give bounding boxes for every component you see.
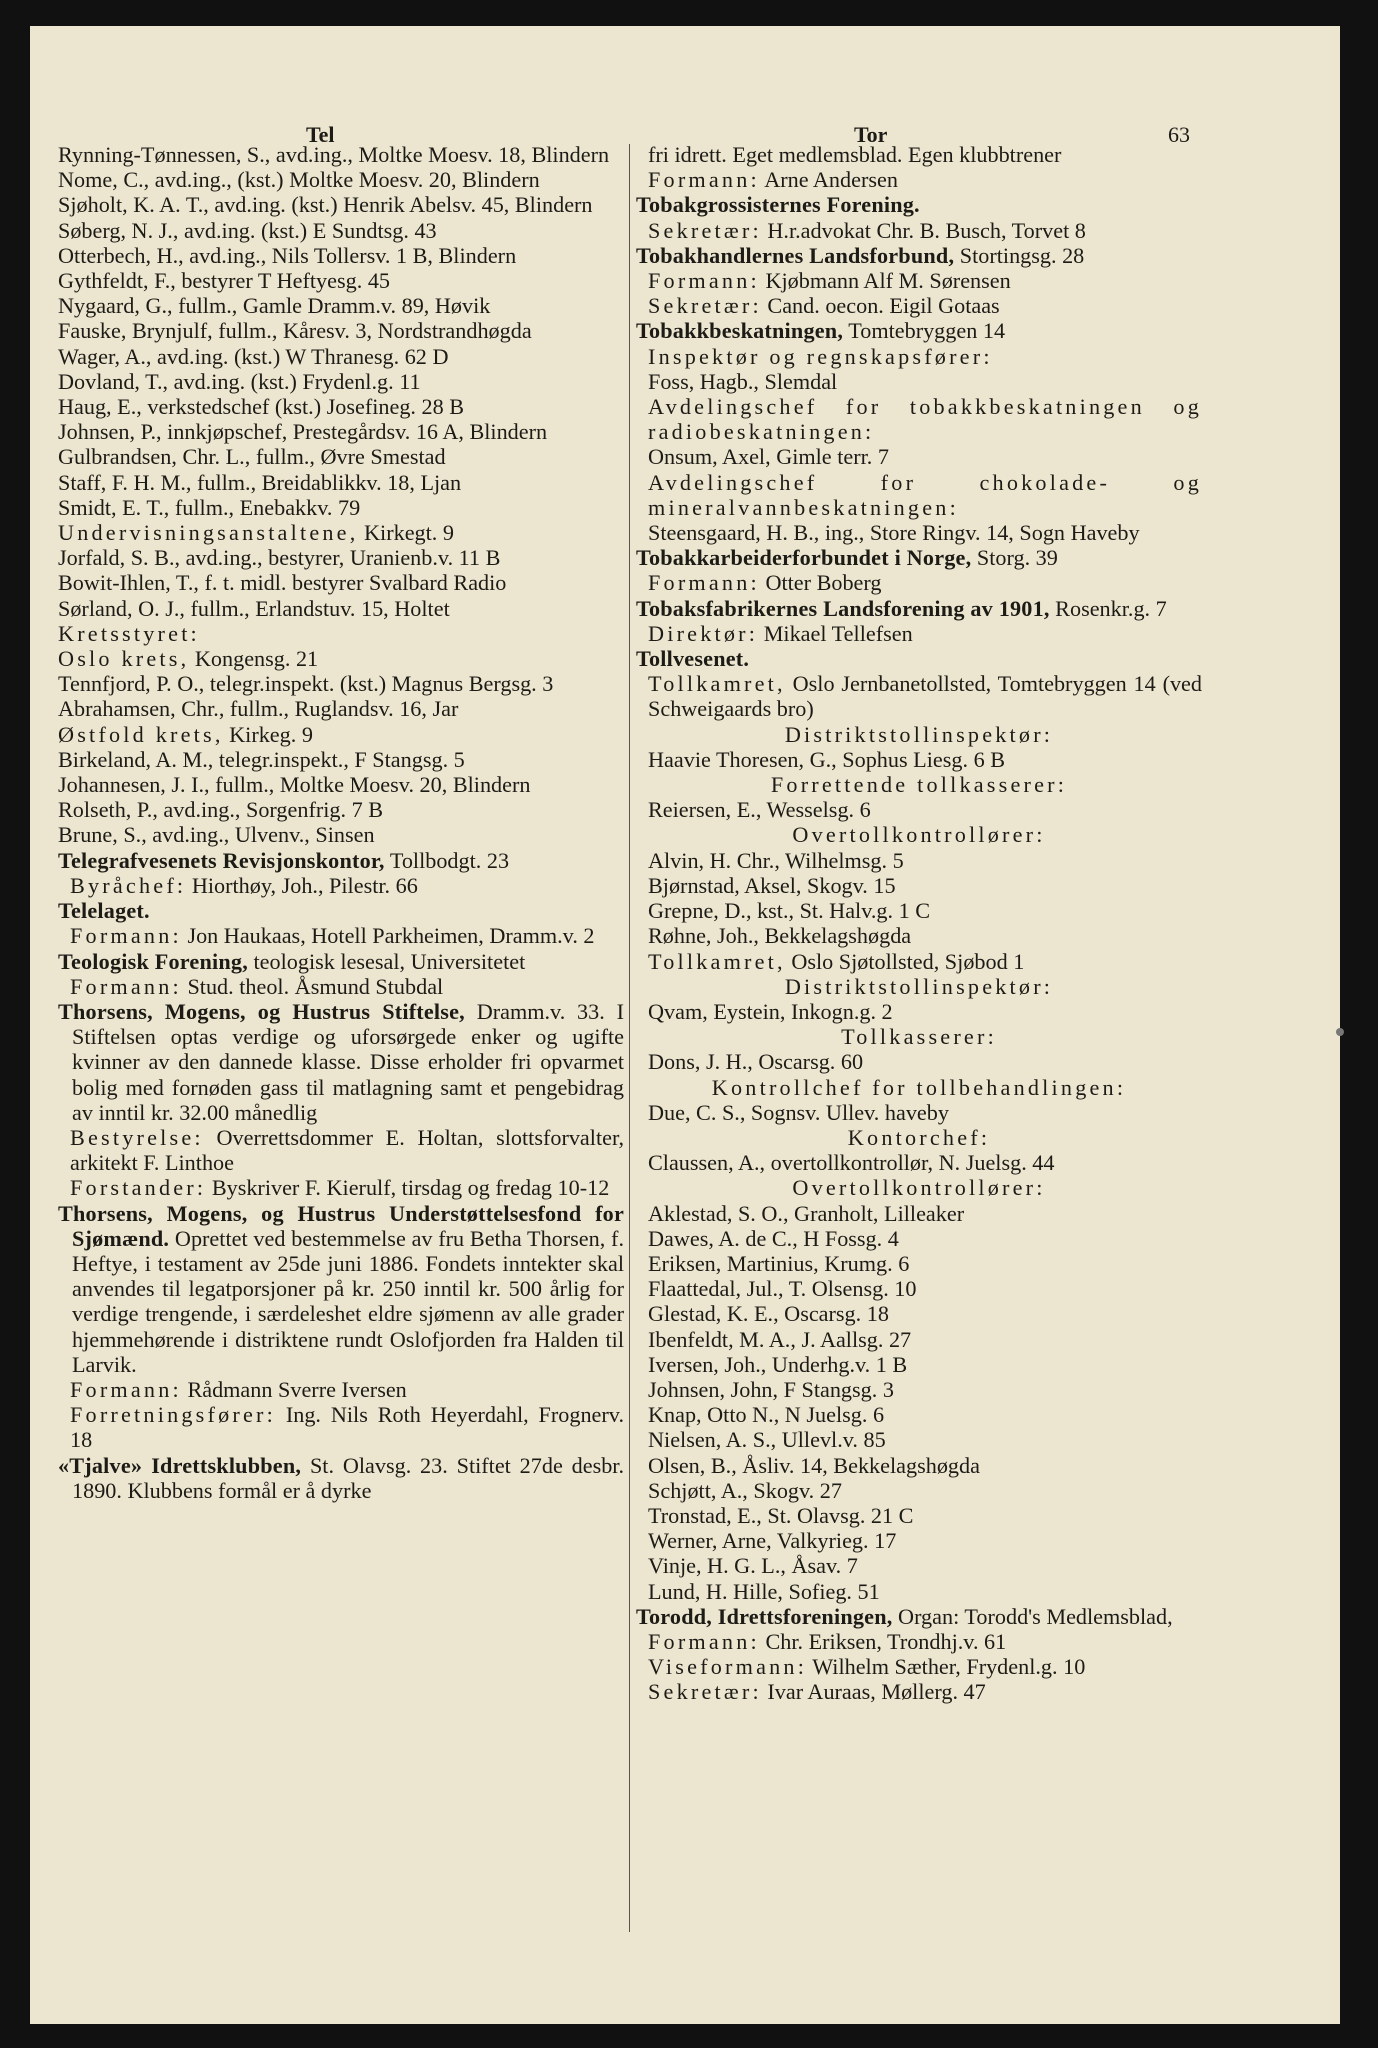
organization-entry — [58, 898, 624, 923]
entry-text: Reiersen, E., Wesselsg. 6 — [648, 797, 871, 823]
role-label: Formann: — [70, 973, 182, 999]
page-header — [30, 94, 1340, 147]
entry-text: Overrettsdommer E. Holtan, slottsforvalter, arkitekt F. Linthoe — [70, 1124, 624, 1176]
entry-text: H.r.advokat Chr. B. Busch, Torvet 8 — [761, 217, 1086, 243]
role-label: Formann: — [648, 268, 760, 294]
role-label: Avdelingschef for tobakkbeskatningen og radiobeskatningen: — [648, 394, 1202, 445]
entry-text: fri idrett. Eget medlemsblad. Egen klubbtrener — [648, 142, 1062, 167]
sub-entry — [58, 1125, 624, 1175]
organization-name: Tobakhandlernes Landsforbund, — [636, 242, 955, 268]
entry-text: Glestad, K. E., Oscarsg. 18 — [648, 1301, 889, 1327]
entry-text: Bjørnstad, Aksel, Skogv. 15 — [648, 872, 896, 898]
entry-text: Rynning-Tønnessen, S., avd.ing., Moltke Moesv. 18, Blindern — [58, 142, 610, 167]
entry-text: Flaattedal, Jul., T. Olsensg. 10 — [648, 1276, 917, 1302]
entry-text: Chr. Eriksen, Trondhj.v. 61 — [759, 1628, 1007, 1654]
entry-text: Jon Haukaas, Hotell Parkheimen, Dramm.v. 2 — [181, 923, 595, 949]
sub-entry — [636, 898, 1202, 923]
organization-entry — [58, 1201, 624, 1377]
entry-text: Werner, Arne, Valkyrieg. 17 — [648, 1528, 897, 1554]
entry-text: Kongensg. 21 — [189, 646, 319, 672]
sub-entry — [636, 293, 1202, 318]
entry-text: Dawes, A. de C., H Fossg. 4 — [648, 1225, 899, 1251]
directory-entry — [58, 621, 624, 646]
sub-entry — [58, 1175, 624, 1200]
directory-entry — [58, 822, 624, 847]
role-label: Forretningsfører: — [70, 1402, 276, 1428]
role-heading — [636, 1024, 1202, 1049]
entry-text: Iversen, Joh., Underhg.v. 1 B — [648, 1351, 908, 1377]
directory-entry — [58, 344, 624, 369]
sub-entry — [636, 1453, 1202, 1478]
sub-entry — [636, 1352, 1202, 1377]
entry-text: Tronstad, E., St. Olavsg. 21 C — [648, 1502, 914, 1528]
entry-text: Sørland, O. J., fullm., Erlandstuv. 15, Holtet — [58, 595, 450, 621]
directory-entry — [58, 470, 624, 495]
entry-text: Haug, E., verkstedschef (kst.) Josefineg. 28 B — [58, 394, 465, 420]
running-head-left: Tel — [306, 122, 335, 147]
role-label: Kretsstyret: — [58, 620, 200, 646]
directory-entry — [58, 394, 624, 419]
entry-text: Stortingsg. 28 — [954, 242, 1085, 268]
entry-text: Kjøbmann Alf M. Sørensen — [759, 268, 1011, 294]
entry-text: Abrahamsen, Chr., fullm., Ruglandsv. 16, Jar — [58, 696, 459, 722]
role-label: Formann: — [648, 570, 760, 596]
role-label: Formann: — [648, 167, 760, 193]
entry-text: Onsum, Axel, Gimle terr. 7 — [648, 444, 889, 470]
role-label: Tollkamret, — [648, 948, 786, 974]
role-label: Tollkasserer: — [841, 1024, 997, 1050]
sub-entry — [636, 1377, 1202, 1402]
entry-text: Eriksen, Martinius, Krumg. 6 — [648, 1250, 910, 1276]
entry-text: Johannesen, J. I., fullm., Moltke Moesv. 20, Blindern — [58, 772, 531, 798]
entry-text: teologisk lesesal, Universitetet — [247, 948, 526, 974]
entry-text: St. Olavsg. 23. Stiftet 27de desbr. 1890. Klubbens formål er å dyrke — [72, 1452, 625, 1503]
sub-entry — [636, 1427, 1202, 1452]
organization-entry — [636, 596, 1202, 621]
entry-text: Schjøtt, A., Skogv. 27 — [648, 1477, 842, 1503]
entry-text: Lund, H. Hille, Sofieg. 51 — [648, 1578, 880, 1604]
sub-entry — [636, 1327, 1202, 1352]
entry-text: Wager, A., avd.ing. (kst.) W Thranesg. 62 D — [58, 343, 449, 369]
role-label: Sekretær: — [648, 217, 762, 243]
role-heading — [636, 772, 1202, 797]
entry-text: Tollbodgt. 23 — [384, 847, 510, 873]
entry-text: Claussen, A., overtollkontrollør, N. Juelsg. 44 — [648, 1150, 1055, 1176]
entry-text: Wilhelm Sæther, Frydenl.g. 10 — [807, 1654, 1086, 1680]
role-label: Forstander: — [70, 1175, 207, 1201]
directory-entry — [58, 570, 624, 595]
role-label: Sekretær: — [648, 1679, 762, 1705]
entry-text: Dons, J. H., Oscarsg. 60 — [648, 1049, 864, 1075]
role-label: Viseformann: — [648, 1654, 808, 1680]
entry-text: Aklestad, S. O., Granholt, Lilleaker — [648, 1200, 965, 1226]
directory-entry — [58, 419, 624, 444]
sub-entry — [636, 797, 1202, 822]
entry-text: Brune, S., avd.ing., Ulvenv., Sinsen — [58, 822, 375, 848]
sub-entry — [636, 1402, 1202, 1427]
organization-name: Telegrafvesenets Revisjonskontor, — [58, 847, 385, 873]
role-label: Oslo krets, — [58, 646, 190, 672]
entry-text: Nielsen, A. S., Ullevl.v. 85 — [648, 1427, 886, 1453]
directory-entry — [58, 797, 624, 822]
sub-entry — [636, 167, 1202, 192]
directory-entry — [58, 444, 624, 469]
entry-text: Ing. Nils Roth Heyerdahl, Frognerv. 18 — [70, 1402, 624, 1453]
directory-entry — [58, 747, 624, 772]
running-head-right: Tor — [854, 122, 888, 147]
organization-entry — [636, 318, 1202, 343]
organization-name: Tobakkarbeiderforbundet i Norge, — [636, 545, 972, 571]
entry-text: Due, C. S., Sognsv. Ullev. haveby — [648, 1099, 949, 1125]
sub-entry — [636, 671, 1202, 721]
organization-name: Telelaget. — [58, 898, 150, 924]
sub-entry — [636, 1049, 1202, 1074]
sub-entry — [636, 570, 1202, 595]
organization-entry — [58, 848, 624, 873]
entry-text: Sjøholt, K. A. T., avd.ing. (kst.) Henrik Abelsv. 45, Blindern — [58, 192, 593, 218]
role-label: Bestyrelse: — [70, 1124, 204, 1150]
organization-name: Tobaksfabrikernes Landsforening av 1901, — [636, 595, 1050, 621]
directory-entry — [58, 545, 624, 570]
sub-entry — [636, 394, 1202, 444]
sub-entry — [636, 1629, 1202, 1654]
entry-text: Knap, Otto N., N Juelsg. 6 — [648, 1402, 885, 1428]
entry-text: Oslo Sjøtollsted, Sjøbod 1 — [785, 948, 1025, 974]
entry-text: Qvam, Eystein, Inkogn.g. 2 — [648, 998, 893, 1024]
entry-text: Smidt, E. T., fullm., Enebakkv. 79 — [58, 494, 361, 520]
entry-text: Dovland, T., avd.ing. (kst.) Frydenl.g. 11 — [58, 368, 421, 394]
entry-text: Rosenkr.g. 7 — [1049, 595, 1167, 621]
role-label: Undervisningsanstaltene, — [58, 520, 359, 546]
sub-entry — [636, 621, 1202, 646]
entry-text: Byskriver F. Kierulf, tirsdag og fredag 10-12 — [206, 1175, 610, 1201]
sub-entry — [636, 873, 1202, 898]
entry-text: Tennfjord, P. O., telegr.inspekt. (kst.) Magnus Bergsg. 3 — [58, 671, 554, 697]
role-label: Kontrollchef for tollbehandlingen: — [711, 1074, 1127, 1100]
role-label: Byråchef: — [70, 872, 187, 898]
entry-text: Olsen, B., Åsliv. 14, Bekkelagshøgda — [648, 1452, 980, 1478]
entry-text: Birkeland, A. M., telegr.inspekt., F Stangsg. 5 — [58, 746, 465, 772]
directory-entry — [58, 142, 624, 167]
sub-entry — [636, 848, 1202, 873]
entry-text: Rolseth, P., avd.ing., Sorgenfrig. 7 B — [58, 797, 384, 823]
sub-entry — [636, 218, 1202, 243]
role-label: Direktør: — [648, 620, 759, 646]
directory-entry — [58, 167, 624, 192]
entry-text: Organ: Torodd's Medlemsblad, — [892, 1603, 1173, 1629]
sub-entry — [636, 470, 1202, 520]
entry-text: Tomtebryggen 14 — [843, 318, 1006, 344]
sub-entry — [636, 1679, 1202, 1704]
column-divider — [629, 144, 630, 1932]
role-heading — [636, 822, 1202, 847]
directory-entry — [58, 268, 624, 293]
organization-entry — [636, 545, 1202, 570]
role-heading — [636, 1075, 1202, 1100]
organization-entry — [636, 192, 1202, 217]
organization-entry — [58, 999, 624, 1125]
sub-entry — [636, 1276, 1202, 1301]
entry-text: Røhne, Joh., Bekkelagshøgda — [648, 923, 912, 949]
entry-text: Foss, Hagb., Slemdal — [648, 368, 838, 394]
role-label: Tollkamret, — [648, 671, 786, 697]
directory-entry — [58, 520, 624, 545]
organization-entry — [636, 1604, 1202, 1629]
entry-text: Staff, F. H. M., fullm., Breidablikkv. 18, Ljan — [58, 469, 462, 495]
sub-entry — [636, 999, 1202, 1024]
sub-entry — [636, 344, 1202, 369]
entry-text: Storg. 39 — [971, 545, 1058, 571]
organization-name: Torodd, Idrettsforeningen, — [636, 1603, 893, 1629]
directory-entry — [58, 495, 624, 520]
organization-name: Tollvesenet. — [636, 646, 750, 672]
role-label: Overtollkontrollører: — [792, 1175, 1046, 1201]
directory-entry — [58, 671, 624, 696]
entry-text: Ibenfeldt, M. A., J. Aallsg. 27 — [648, 1326, 912, 1352]
entry-text: Johnsen, P., innkjøpschef, Prestegårdsv. 16 A, Blindern — [58, 419, 548, 445]
entry-text: Vinje, H. G. L., Åsav. 7 — [648, 1553, 858, 1579]
entry-text: Oprettet ved bestemmelse av fru Betha Thorsen, f. Heftye, i testament av 25de juni 1886. Fondets inntekter skal anvendes til legatporsjoner på kr. 250 inntil kr. 500 årlig for verdige trengende, i særdeleshet eldre sjømenn av alle grader hjemmehørende i distriktene rundt Oslofjorden fra Halden til Larvik. — [72, 1225, 624, 1377]
entry-text: Hiorthøy, Joh., Pilestr. 66 — [186, 872, 418, 898]
role-heading — [636, 722, 1202, 747]
directory-entry — [58, 293, 624, 318]
sub-entry — [636, 268, 1202, 293]
directory-page — [30, 26, 1340, 2024]
organization-name: Tobakkbeskatningen, — [636, 318, 844, 344]
left-column — [58, 142, 624, 1503]
sub-entry — [636, 1579, 1202, 1604]
role-label: Østfold krets, — [58, 721, 224, 747]
role-label: Formann: — [70, 1376, 182, 1402]
directory-entry — [58, 192, 624, 217]
role-heading — [636, 1175, 1202, 1200]
role-label: Formann: — [70, 923, 182, 949]
organization-name: Tobakgrossisternes Forening. — [636, 192, 920, 218]
directory-entry — [58, 696, 624, 721]
entry-text: Stud. theol. Åsmund Stubdal — [181, 973, 444, 999]
scan-speck — [1336, 1028, 1344, 1036]
role-label: Forrettende tollkasserer: — [770, 772, 1068, 798]
role-label: Avdelingschef for chokolade- og mineralvannbeskatningen: — [648, 469, 1202, 520]
directory-entry — [58, 369, 624, 394]
sub-entry — [636, 142, 1202, 167]
directory-entry — [58, 646, 624, 671]
role-label: Inspektør og regnskapsfører: — [648, 343, 993, 369]
sub-entry — [636, 1478, 1202, 1503]
sub-entry — [58, 873, 624, 898]
entry-text: Nygaard, G., fullm., Gamle Dramm.v. 89, Høvik — [58, 293, 491, 319]
entry-text: Bowit-Ihlen, T., f. t. midl. bestyrer Svalbard Radio — [58, 570, 507, 596]
directory-entry — [58, 243, 624, 268]
sub-entry — [58, 923, 624, 948]
role-label: Distriktstollinspektør: — [784, 973, 1054, 999]
entry-text: Gulbrandsen, Chr. L., fullm., Øvre Smestad — [58, 444, 446, 470]
organization-entry — [636, 646, 1202, 671]
entry-text: Arne Andersen — [759, 167, 898, 193]
entry-text: Kirkegt. 9 — [358, 520, 454, 546]
organization-name: Thorsens, Mogens, og Hustrus Stiftelse, — [58, 998, 465, 1024]
entry-text: Nome, C., avd.ing., (kst.) Moltke Moesv. 20, Blindern — [58, 167, 540, 193]
organization-entry — [58, 1453, 624, 1503]
sub-entry — [636, 1150, 1202, 1175]
organization-name: Thorsens, Mogens, og Hustrus Understøttelsesfond for Sjømænd. — [58, 1200, 624, 1251]
role-label: Overtollkontrollører: — [792, 822, 1046, 848]
sub-entry — [636, 1503, 1202, 1528]
sub-entry — [636, 369, 1202, 394]
entry-text: Cand. oecon. Eigil Gotaas — [761, 293, 1000, 319]
entry-text: Alvin, H. Chr., Wilhelmsg. 5 — [648, 847, 904, 873]
entry-text: Haavie Thoresen, G., Sophus Liesg. 6 B — [648, 746, 1006, 772]
sub-entry — [58, 1377, 624, 1402]
organization-name: Teologisk Forening, — [58, 948, 248, 974]
directory-entry — [58, 596, 624, 621]
directory-entry — [58, 722, 624, 747]
role-label: Sekretær: — [648, 293, 762, 319]
entry-text: Fauske, Brynjulf, fullm., Kåresv. 3, Nordstrandhøgda — [58, 318, 532, 344]
entry-text: Søberg, N. J., avd.ing. (kst.) E Sundtsg. 43 — [58, 217, 437, 243]
entry-text: Gythfeldt, F., bestyrer T Heftyesg. 45 — [58, 268, 391, 294]
page-number: 63 — [1168, 122, 1190, 147]
directory-entry — [58, 772, 624, 797]
sub-entry — [636, 1528, 1202, 1553]
right-column — [636, 142, 1202, 1705]
entry-text: Otter Boberg — [759, 570, 882, 596]
sub-entry — [636, 923, 1202, 948]
sub-entry — [636, 520, 1202, 545]
sub-entry — [636, 1251, 1202, 1276]
entry-text: Otterbech, H., avd.ing., Nils Tollersv. 1 B, Blindern — [58, 242, 517, 268]
sub-entry — [636, 1301, 1202, 1326]
directory-entry — [58, 318, 624, 343]
role-heading — [636, 974, 1202, 999]
sub-entry — [636, 949, 1202, 974]
sub-entry — [636, 747, 1202, 772]
sub-entry — [58, 974, 624, 999]
organization-entry — [636, 243, 1202, 268]
entry-text: Ivar Auraas, Møllerg. 47 — [761, 1679, 986, 1705]
organization-name: «Tjalve» Idrettsklubben, — [58, 1452, 302, 1478]
role-label: Distriktstollinspektør: — [784, 721, 1054, 747]
role-label: Kontorchef: — [847, 1124, 991, 1150]
entry-text: Johnsen, John, F Stangsg. 3 — [648, 1376, 894, 1402]
entry-text: Oslo Jernbanetollsted, Tomtebryggen 14 (ved Schweigaards bro) — [648, 671, 1202, 722]
sub-entry — [58, 1402, 624, 1452]
entry-text: Kirkeg. 9 — [223, 721, 313, 747]
sub-entry — [636, 1201, 1202, 1226]
sub-entry — [636, 1100, 1202, 1125]
sub-entry — [636, 444, 1202, 469]
entry-text: Mikael Tellefsen — [758, 620, 913, 646]
organization-entry — [58, 949, 624, 974]
entry-text: Grepne, D., kst., St. Halv.g. 1 C — [648, 898, 931, 924]
entry-text: Jorfald, S. B., avd.ing., bestyrer, Uranienb.v. 11 B — [58, 545, 501, 571]
directory-entry — [58, 218, 624, 243]
entry-text: Rådmann Sverre Iversen — [181, 1376, 407, 1402]
entry-text: Steensgaard, H. B., ing., Store Ringv. 14, Sogn Haveby — [648, 520, 1140, 546]
sub-entry — [636, 1654, 1202, 1679]
role-label: Formann: — [648, 1628, 760, 1654]
sub-entry — [636, 1226, 1202, 1251]
entry-text: Dramm.v. 33. I Stiftelsen optas verdige og uforsørgede enker og ugifte kvinner av den dannede klasse. Disse erholder fri opvarmet bolig med fornøden gass til matlagning samt et pengebidrag av inntil kr. 32.00 månedlig — [72, 998, 624, 1125]
sub-entry — [636, 1553, 1202, 1578]
role-heading — [636, 1125, 1202, 1150]
